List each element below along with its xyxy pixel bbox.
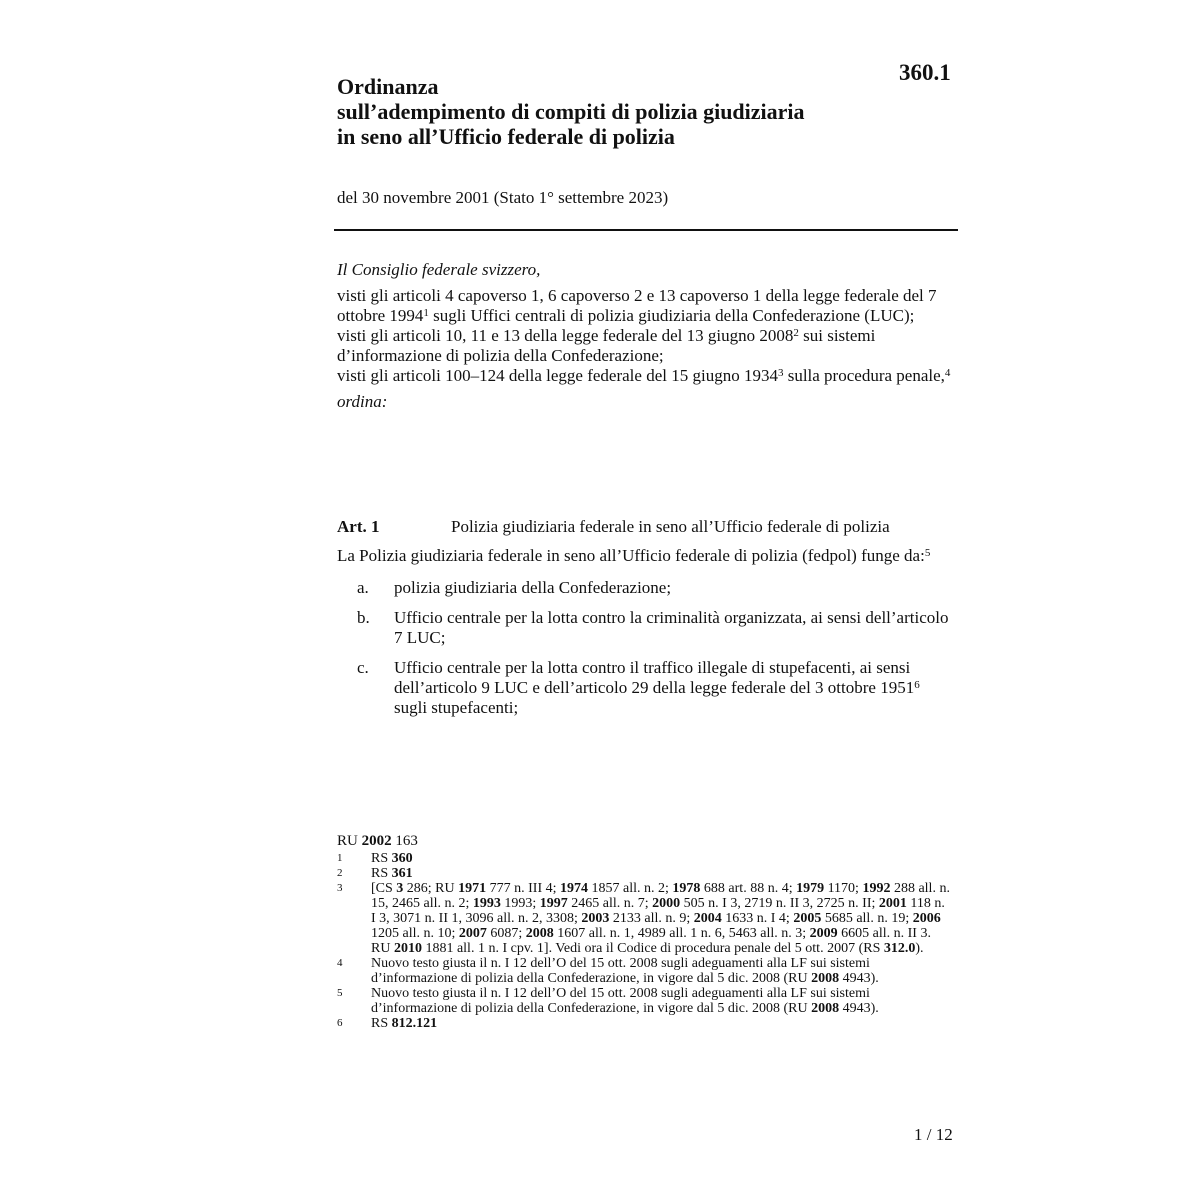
- footnote-bold-run: 1993: [472, 896, 501, 911]
- footnote-ref[interactable]: 6: [914, 679, 920, 691]
- footnote-run: ).: [915, 941, 924, 956]
- footnote-bold-run: 1971: [458, 881, 487, 896]
- footnote-bold-run: 2007: [458, 926, 487, 941]
- footnote-run: 777 n. III 4;: [486, 881, 561, 896]
- footnote-run: 1881 all. 1 n. I cpv. 1]. Vedi ora il Codice di procedura penale del 5 ott. 2007 (RS: [421, 941, 884, 956]
- footnote-bold-run: 2004: [693, 911, 722, 926]
- footnote-ref[interactable]: 5: [924, 547, 931, 559]
- footnote-ref[interactable]: 3: [777, 367, 784, 379]
- page-number: 1 / 12: [914, 1125, 953, 1144]
- authority-paragraph: visti gli articoli 10, 11 e 13 della legge federale del 13 giugno 2008$^2$ sui sistemi d’informazione di polizia della Confederazione;: [337, 326, 876, 365]
- footnote-run: 6087;: [486, 926, 526, 941]
- footnote: 5 Nuovo testo giusta il n. I 12 dell’O del 15 ott. 2008 sugli adeguamenti alla LF sui sistemi d’informazione di polizia della Confederazione, in vigore dal 5 dic. 2008 (RU 2008 4943).: [337, 986, 879, 1016]
- footnote-run: 505 n. I 3, 2719 n. II 3, 2725 n. II;: [680, 896, 879, 911]
- footnote-run: 688 art. 88 n. 4;: [700, 881, 797, 896]
- link-rs[interactable]: 361: [391, 866, 413, 881]
- issuer: Il Consiglio federale svizzero,: [337, 260, 541, 279]
- footnote: 6 RS 812.121: [337, 1016, 438, 1031]
- enacting-formula: ordina:: [337, 392, 388, 411]
- footnote-bold-run: 2006: [912, 911, 941, 926]
- item-letter: c.: [357, 658, 369, 677]
- article-intro: La Polizia giudiziaria federale in seno all’Ufficio federale di polizia (fedpol) funge da:$^5$: [337, 546, 931, 565]
- item-text: polizia giudiziaria della Confederazione;: [394, 578, 672, 597]
- footnote-run: 1205 all. n. 10;: [371, 926, 459, 941]
- footnote-bold-run: 2010: [393, 941, 422, 956]
- sr-number: 360.1: [899, 60, 951, 85]
- footnote-ref[interactable]: 2: [793, 327, 799, 339]
- footnote-run: 1857 all. n. 2;: [588, 881, 673, 896]
- article-body: [337, 546, 954, 728]
- title-line: in seno all’Ufficio federale di polizia: [337, 124, 675, 149]
- footnote-bold-run: 2009: [809, 926, 838, 941]
- title-line: Ordinanza: [337, 74, 439, 99]
- item-letter: a.: [357, 578, 369, 597]
- footnote-bold-run: 2001: [878, 896, 907, 911]
- footnote: 1 RS 360: [337, 851, 413, 866]
- footnote: 2 RS 361: [337, 866, 413, 881]
- list-item: [337, 578, 954, 598]
- footnote-run: 1633 n. I 4;: [721, 911, 794, 926]
- authority-paragraph: visti gli articoli 4 capoverso 1, 6 capoverso 2 e 13 capoverso 1 della legge federale del 7 ottobre 1994$^1$ sugli Uffici centrali di polizia giudiziaria della Confederazione (LUC);: [337, 286, 937, 325]
- footnote-bold-run: 1979: [796, 881, 825, 896]
- item-letter: b.: [357, 608, 370, 627]
- footnote-run: 1607 all. n. 1, 4989 all. 1 n. 6, 5463 all. n. 3;: [553, 926, 810, 941]
- list-item: [337, 658, 954, 718]
- footnote-bold-run: 1978: [672, 881, 701, 896]
- footnote-number: 2: [337, 867, 343, 879]
- footnote-number: 6: [337, 1017, 343, 1029]
- footnote-run: 5685 all. n. 19;: [821, 911, 913, 926]
- document-title: [337, 74, 805, 149]
- link-rs[interactable]: 812.121: [391, 1016, 438, 1031]
- footnote-bold-run: 2008: [525, 926, 554, 941]
- footnotes: [337, 834, 951, 1031]
- footnote: [337, 881, 951, 956]
- ru-reference: RU 2002 163: [337, 833, 418, 849]
- footnote-run: 1170;: [824, 881, 863, 896]
- footnote-run: 288 all. n. 15, 2465 all. n. 2;: [371, 881, 950, 911]
- title-line: sull’adempimento di compiti di polizia giudiziaria: [337, 99, 805, 124]
- footnote-run: 2133 all. n. 9;: [609, 911, 694, 926]
- footnote-ref[interactable]: 1: [423, 307, 429, 319]
- link-rs[interactable]: 360: [391, 851, 413, 866]
- footnote-bold-run: 2000: [652, 896, 681, 911]
- footnote-bold-run: 2005: [793, 911, 822, 926]
- footnote-run: 1993;: [500, 896, 540, 911]
- article-number: Art. 1: [337, 517, 380, 536]
- letter-list: [337, 578, 954, 718]
- item-text: Ufficio centrale per la lotta contro il traffico illegale di stupefacenti, ai sensi dell’articolo 9 LUC e dell’articolo 29 della legge federale del 3 ottobre 1951$^6$ sugli stupefacenti;: [394, 658, 920, 717]
- list-item: [337, 608, 954, 648]
- footnote-run: 118 n. I 3, 3071 n. II 1, 3096 all. n. 2, 3308;: [371, 896, 945, 926]
- footnote-bold-run: 2003: [581, 911, 610, 926]
- footnote-number: 3: [337, 882, 343, 894]
- authority-paragraph: visti gli articoli 100–124 della legge federale del 15 giugno 1934$^3$ sulla procedura penale,$^4$: [337, 366, 951, 385]
- footnote-run: 2465 all. n. 7;: [567, 896, 653, 911]
- footnote-bold-run: 312.0: [883, 941, 916, 956]
- footnote-number: 5: [337, 987, 343, 999]
- article-heading: [337, 517, 957, 537]
- header-divider: [334, 229, 958, 231]
- footnote: 4 Nuovo testo giusta il n. I 12 dell’O del 15 ott. 2008 sugli adeguamenti alla LF sui sistemi d’informazione di polizia della Confederazione, in vigore dal 5 dic. 2008 (RU 2008 4943).: [337, 956, 879, 986]
- article-title: Polizia giudiziaria federale in seno all’Ufficio federale di polizia: [451, 517, 890, 536]
- footnote-ref[interactable]: 4: [944, 367, 951, 379]
- footnote-bold-run: 3: [396, 881, 404, 896]
- footnote-bold-run: 1974: [560, 881, 589, 896]
- item-text: Ufficio centrale per la lotta contro la criminalità organizzata, ai sensi dell’articolo 7 LUC;: [394, 608, 949, 647]
- footnote-run: 286; RU: [403, 881, 459, 896]
- footnote-run: [CS: [371, 881, 397, 896]
- footnote-bold-run: 1992: [862, 881, 891, 896]
- footnote-text: [371, 881, 951, 956]
- footnote-number: 4: [337, 957, 343, 969]
- document-date: del 30 novembre 2001 (Stato 1° settembre 2023): [337, 188, 669, 207]
- footnote-number: 1: [337, 852, 343, 864]
- footnote-bold-run: 1997: [539, 896, 568, 911]
- preamble: [337, 260, 957, 412]
- footnote-run: 6605 all. n. II 3. RU: [371, 926, 931, 956]
